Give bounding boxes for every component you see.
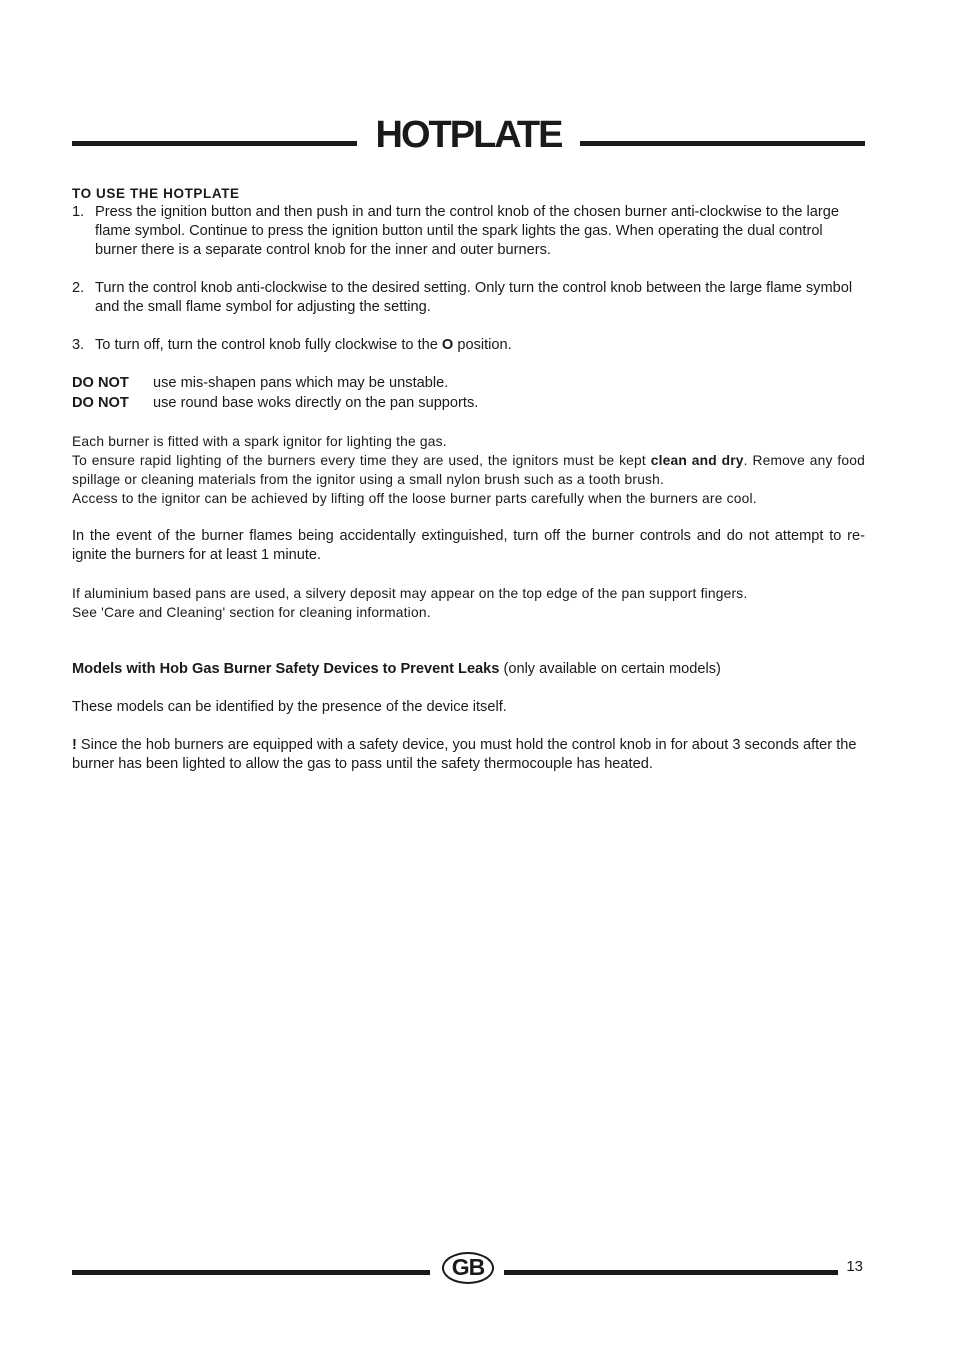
step-number: 3.	[72, 337, 85, 353]
footer	[72, 1252, 865, 1292]
country-badge: GB	[442, 1252, 494, 1284]
safety-heading: Models with Hob Gas Burner Safety Devices to Prevent Leaks (only available on certain models)	[72, 661, 721, 677]
warning-label: DO NOT	[72, 375, 129, 391]
title-rule-right	[580, 141, 865, 146]
main-content	[72, 184, 865, 774]
warning-2	[72, 394, 865, 413]
step-2	[72, 279, 865, 317]
step-number: 1.	[72, 204, 85, 220]
warning-mark-icon: !	[72, 737, 77, 753]
page-title: HOTPLATE	[375, 114, 562, 156]
step-text: Press the ignition button and then push in and turn the control knob of the chosen burner anti-clockwise to the large flame symbol. Continue to press the ignition button until the spark lights the gas. When operating the dual control burner there is a separate control knob for the inner and outer burners.	[95, 204, 839, 258]
extinguished-paragraph: In the event of the burner flames being accidentally extinguished, turn off the burner controls and do not attempt to re-ignite the burners for at least 1 minute.	[72, 528, 865, 563]
page-number: 13	[846, 1258, 863, 1275]
steps-list	[72, 203, 865, 355]
warning-text: use round base woks directly on the pan supports.	[153, 395, 479, 411]
safety-identify: These models can be identified by the presence of the device itself.	[72, 699, 507, 715]
title-row	[72, 112, 865, 160]
aluminium-paragraph: If aluminium based pans are used, a silvery deposit may appear on the top edge of the pan support fingers. See 'Care and Cleaning' section for cleaning information.	[72, 586, 748, 620]
step-3	[72, 336, 865, 355]
step-text: Turn the control knob anti-clockwise to the desired setting. Only turn the control knob between the large flame symbol and the small flame symbol for adjusting the setting.	[95, 280, 853, 315]
step-number: 2.	[72, 280, 85, 296]
step-text: To turn off, turn the control knob fully clockwise to the O position.	[95, 337, 512, 353]
warning-label: DO NOT	[72, 395, 129, 411]
warning-1	[72, 374, 865, 393]
step-1	[72, 203, 865, 260]
warning-text: use mis-shapen pans which may be unstable.	[153, 375, 449, 391]
off-symbol: O	[441, 337, 454, 353]
section-heading: TO USE THE HOTPLATE	[72, 186, 240, 201]
safety-note: ! Since the hob burners are equipped with a safety device, you must hold the control knob in for about 3 seconds after the burner has been lighted to allow the gas to pass until the safety thermocouple has heated.	[72, 737, 857, 772]
footer-rule-left	[72, 1270, 430, 1275]
ignitor-paragraph: Each burner is fitted with a spark ignitor for lighting the gas. To ensure rapid lighting of the burners every time they are used, the ignitors must be kept clean and dry. Remove any food spillage or cleaning materials from the ignitor using a small nylon brush such as a tooth brush. Access to the ignitor can be achieved by lifting off the loose burner parts carefully when the burners are cool.	[72, 434, 865, 506]
footer-rule-right	[504, 1270, 838, 1275]
